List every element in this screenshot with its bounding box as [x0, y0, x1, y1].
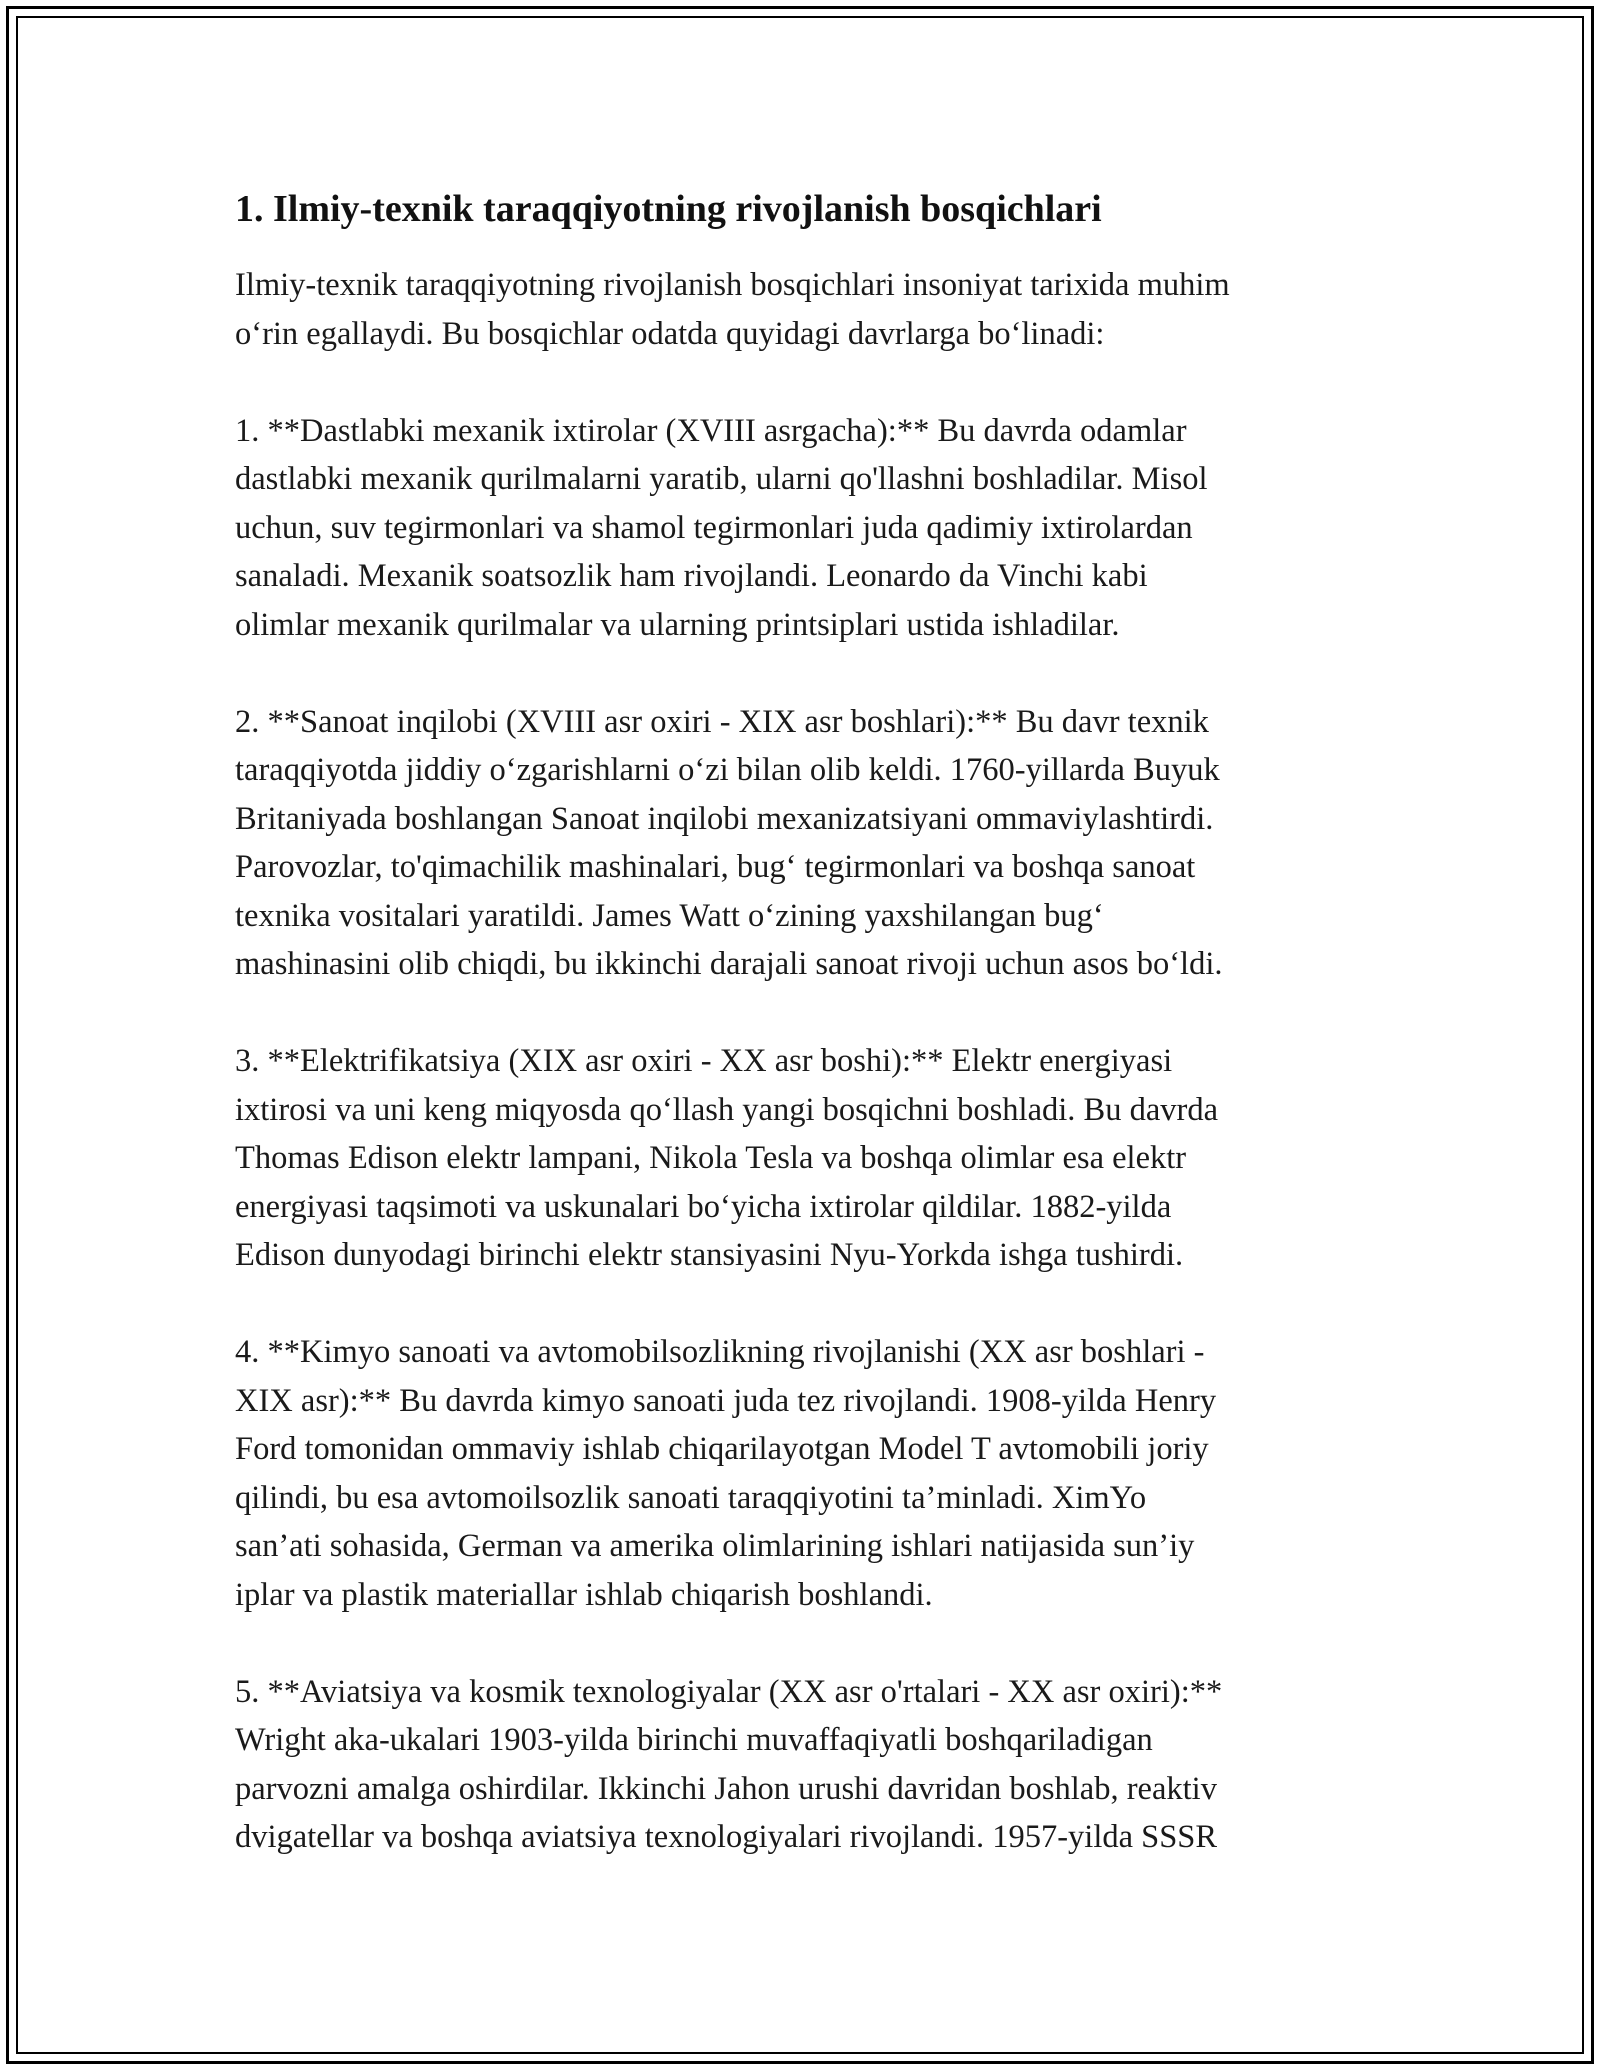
- text-line: Thomas Edison elektr lampani, Nikola Tesla va boshqa olimlar esa elektr: [235, 1140, 1187, 1176]
- text-line: Parovozlar, to'qimachilik mashinalari, bug‘ tegirmonlari va boshqa sanoat: [235, 849, 1196, 885]
- text-line: XIX asr):** Bu davrda kimyo sanoati juda tez rivojlandi. 1908-yilda Henry: [235, 1382, 1217, 1419]
- text-line: Ilmiy-texnik taraqqiyotning rivojlanish bosqichlari insoniyat tarixida muhim: [235, 267, 1230, 303]
- paragraph-stage-2: [235, 698, 1375, 989]
- text-line: parvozni amalga oshirdilar. Ikkinchi Jahon urushi davridan boshlab, reaktiv: [235, 1770, 1217, 1807]
- text-line: Edison dunyodagi birinchi elektr stansiyasini Nyu-Yorkda ishga tushirdi.: [235, 1237, 1184, 1273]
- text-line: olimlar mexanik qurilmalar va ularning printsiplari ustida ishladilar.: [235, 606, 1120, 643]
- text-line: san’ati sohasida, German va amerika olimlarining ishlari natijasida sun’iy: [235, 1528, 1195, 1564]
- paragraph-intro: [235, 261, 1375, 358]
- text-line: Britaniyada boshlangan Sanoat inqilobi mexanizatsiyani ommaviylashtirdi.: [235, 800, 1214, 837]
- document-body: [235, 185, 1375, 1910]
- text-line: 4. **Kimyo sanoati va avtomobilsozlikning rivojlanishi (XX asr boshlari -: [235, 1334, 1205, 1370]
- text-line: 1. **Dastlabki mexanik ixtirolar (XVIII asrgacha):** Bu davrda odamlar: [235, 412, 1187, 449]
- text-line: dvigatellar va boshqa aviatsiya texnologiyalari rivojlandi. 1957-yilda SSSR: [235, 1819, 1218, 1855]
- text-line: 2. **Sanoat inqilobi (XVIII asr oxiri - XIX asr boshlari):** Bu davr texnik: [235, 703, 1209, 740]
- text-line: qilindi, bu esa avtomoilsozlik sanoati taraqqiyotini ta’minladi. XimYo: [235, 1479, 1147, 1516]
- text-line: mashinasini olib chiqdi, bu ikkinchi darajali sanoat rivoji uchun asos bo‘ldi.: [235, 946, 1223, 982]
- text-line: 5. **Aviatsiya va kosmik texnologiyalar (XX asr o'rtalari - XX asr oxiri):**: [235, 1673, 1223, 1710]
- text-line: sanaladi. Mexanik soatsozlik ham rivojlandi. Leonardo da Vinchi kabi: [235, 558, 1148, 594]
- text-line: taraqqiyotda jiddiy o‘zgarishlarni o‘zi bilan olib keldi. 1760-yillarda Buyuk: [235, 752, 1220, 788]
- paragraph-stage-4: [235, 1328, 1375, 1619]
- text-line: ixtirosi va uni keng miqyosda qo‘llash yangi bosqichni boshladi. Bu davrda: [235, 1091, 1218, 1128]
- text-line: Wright aka-ukalari 1903-yilda birinchi muvaffaqiyatli boshqariladigan: [235, 1722, 1153, 1758]
- text-line: texnika vositalari yaratildi. James Watt o‘zining yaxshilangan bug‘: [235, 897, 1104, 934]
- paragraph-stage-3: [235, 1037, 1375, 1280]
- text-line: energiyasi taqsimoti va uskunalari bo‘yicha ixtirolar qildilar. 1882-yilda: [235, 1188, 1172, 1225]
- text-line: dastlabki mexanik qurilmalarni yaratib, ularni qo'llashni boshladilar. Misol: [235, 461, 1208, 497]
- paragraph-stage-1: [235, 407, 1375, 650]
- text-line: o‘rin egallaydi. Bu bosqichlar odatda quyidagi davrlarga bo‘linadi:: [235, 315, 1105, 352]
- text-line: iplar va plastik materiallar ishlab chiqarish boshlandi.: [235, 1576, 933, 1613]
- text-line: 3. **Elektrifikatsiya (XIX asr oxiri - XX asr boshi):** Elektr energiyasi: [235, 1043, 1173, 1079]
- paragraph-stage-5: [235, 1668, 1375, 1862]
- text-line: Ford tomonidan ommaviy ishlab chiqarilayotgan Model T avtomobili joriy: [235, 1431, 1209, 1467]
- text-line: uchun, suv tegirmonlari va shamol tegirmonlari juda qadimiy ixtirolardan: [235, 509, 1193, 546]
- section-heading: 1. Ilmiy-texnik taraqqiyotning rivojlanish bosqichlari: [235, 188, 1102, 230]
